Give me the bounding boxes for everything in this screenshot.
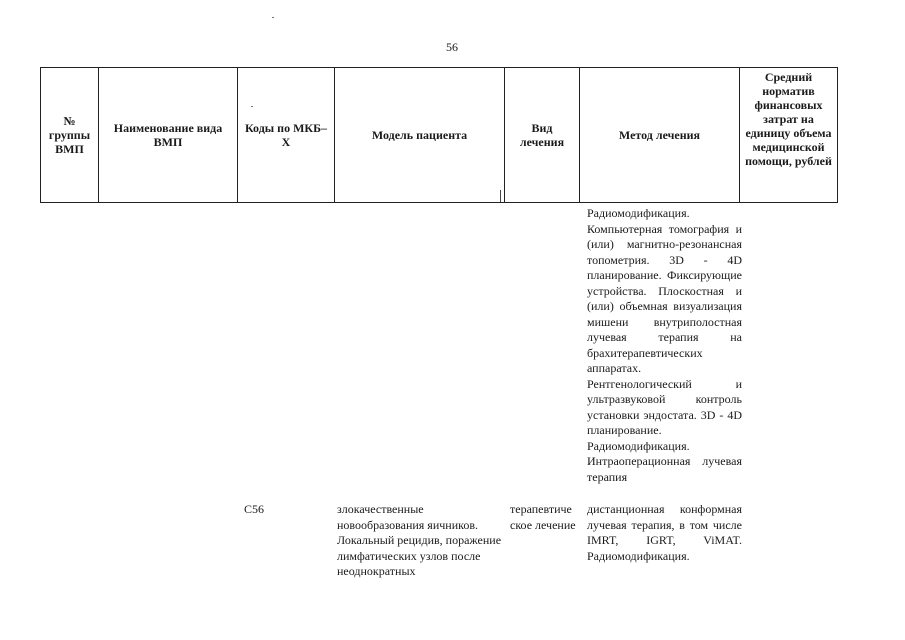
header-vmp-type-name: Наименование вида ВМП	[99, 68, 238, 203]
scan-speck	[272, 17, 274, 18]
icd-code-cell: С56	[244, 502, 265, 516]
header-icd-codes: Коды по МКБ–Х	[238, 68, 335, 203]
method-continuation-cell: Радиомодификация. Компьютерная томография и (или) магнитно-резонансная топометрия. 3D - 4D планирование. Фиксирующие устройства. Плоскостная и (или) объемная визуализация мишени внутриполостная лучевая терапия на брахитерапевтических аппаратах. Рентгенологический и ультразвуковой контроль установки эндостата. 3D - 4D планирование. Радиомодификация. Интраоперационная лучевая терапия	[587, 206, 742, 484]
header-treatment-method: Метод лечения	[580, 68, 740, 203]
patient-model-cell: злокачественные новообразования яичников. Локальный рецидив, поражение лимфатических узлов после неоднократных	[337, 502, 502, 578]
header-patient-model: Модель пациента	[335, 68, 505, 203]
header-group-number: № группы ВМП	[41, 68, 99, 203]
treatment-method-cell: дистанционная конформная лучевая терапия, в том числе IMRT, IGRT, ViMAT. Радиомодификация.	[587, 502, 742, 563]
table-header	[40, 67, 838, 203]
page-number: 56	[446, 40, 458, 54]
treatment-type-cell: терапевтиче ское лечение	[510, 502, 576, 532]
header-treatment-type: Вид лечения	[505, 68, 580, 203]
header-divider	[500, 190, 501, 202]
header-cost-standard: Средний норматив финансовых затрат на единицу объема медицинской помощи, рублей	[740, 68, 838, 203]
